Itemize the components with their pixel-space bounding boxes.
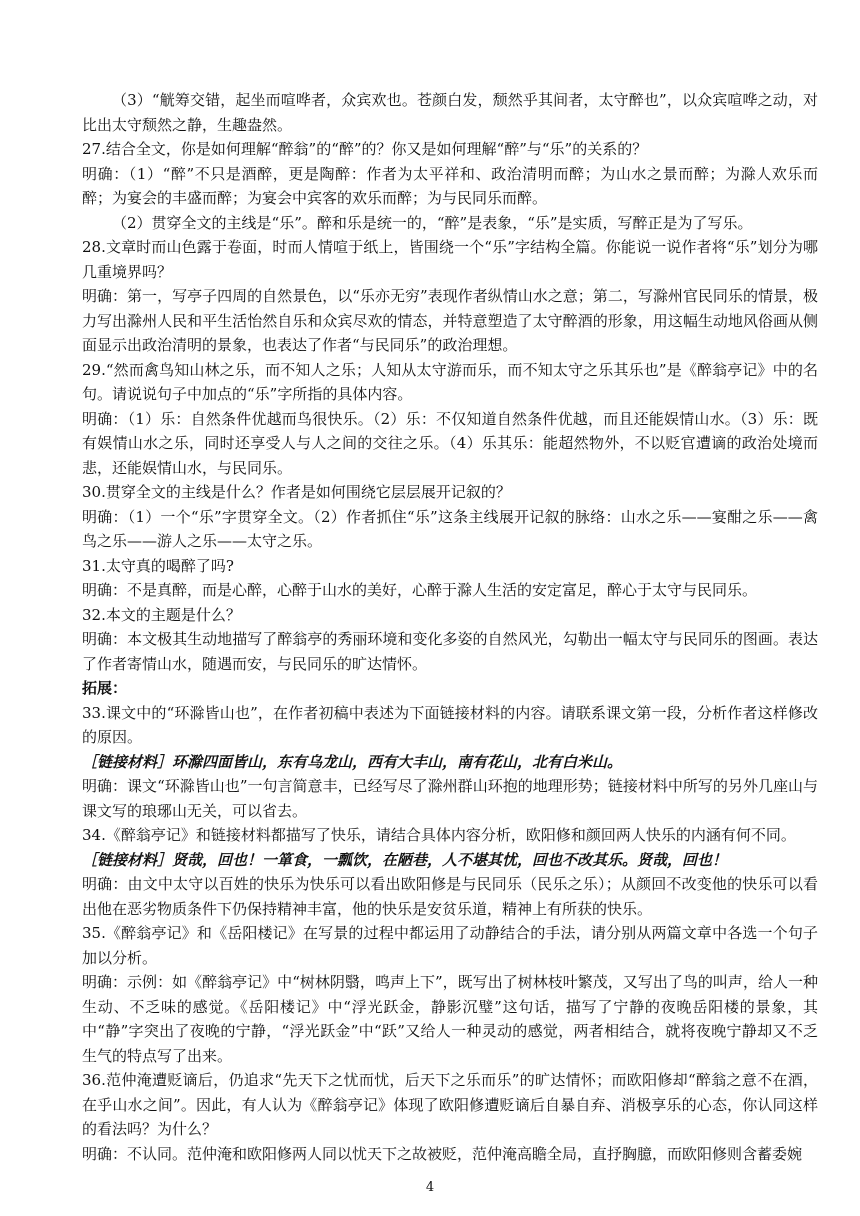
linked-material-34: ［链接材料］贤哉，回也！一箪食，一瓢饮，在陋巷，人不堪其忧，回也不改其乐。贤哉，回也！ xyxy=(82,850,728,869)
question-36: 36.范仲淹遭贬谪后，仍追求“先天下之忧而忧，后天下之乐而乐”的旷达情怀；而欧阳修却“醉翁之意不在酒，在乎山水之间”。因此，有人认为《醉翁亭记》体现了欧阳修遭贬谪后自暴自弃、消极享乐的心态，你认同这样的看法吗？为什么？ xyxy=(82,1071,818,1138)
question-29: 29.“然而禽鸟知山林之乐，而不知人之乐；人知从太守游而乐，而不知太守之乐其乐也”是《醉翁亭记》中的名句。请说说句子中加点的“乐”字所指的具体内容。 xyxy=(82,360,818,403)
page-number: 4 xyxy=(425,1180,435,1195)
answer-29: 明确：（1）乐：自然条件优越而鸟很快乐。（2）乐：不仅知道自然条件优越，而且还能娱情山水。（3）乐：既有娱情山水之乐，同时还享受人与人之间的交往之乐。（4）乐其乐：能超然物外，不以贬官遭谪的政治处境而悲，还能娱情山水，与民同乐。 xyxy=(82,409,818,477)
question-32: 32.本文的主题是什么？ xyxy=(82,605,241,624)
question-28: 28.文章时而山色露于卷面，时而人情喧于纸上，皆围绕一个“乐”字结构全篇。你能说一说作者将“乐”划分为哪几重境界吗？ xyxy=(82,238,818,281)
linked-material-33: ［链接材料］环滁四面皆山，东有乌龙山，西有大丰山，南有花山，北有白米山。 xyxy=(82,752,623,771)
question-34: 34.《醉翁亭记》和链接材料都描写了快乐，请结合具体内容分析，欧阳修和颜回两人快乐的内涵有何不同。 xyxy=(82,826,796,844)
answer-28: 明确：第一，写亭子四周的自然景色，以“乐亦无穷”表现作者纵情山水之意；第二，写滁州官民同乐的情景，极力写出滁州人民和平生活怡然自乐和众宾尽欢的情态，并特意塑造了太守醉酒的形象，用这幅生动地风俗画从侧面显示出政治清明的景象，也表达了作者“与民同乐”的政治理想。 xyxy=(82,287,818,354)
answer-33: 明确：课文“环滁皆山也”一句言简意丰，已经写尽了滁州群山环抱的地理形势；链接材料中所写的另外几座山与课文写的琅琊山无关，可以省去。 xyxy=(82,777,818,820)
extension-heading: 拓展： xyxy=(82,679,128,697)
question-31: 31.太守真的喝醉了吗? xyxy=(82,556,234,575)
paragraph-answer-3: （3）“觥筹交错，起坐而喧哗者，众宾欢也。苍颜白发，颓然乎其间者，太守醉也”，以众宾喧哗之动，对比出太守颓然之静，生趣盎然。 xyxy=(82,91,818,134)
answer-35: 明确：示例：如《醉翁亭记》中“树林阴翳，鸣声上下”，既写出了树林枝叶繁茂，又写出了鸟的叫声，给人一种生动、不乏味的感觉。《岳阳楼记》中“浮光跃金，静影沉璧”这句话，描写了宁静的夜晚岳阳楼的景象，其中“静”字突出了夜晚的宁静，“浮光跃金”中“跃”又给人一种灵动的感觉，两者相结合，就将夜晚宁静却又不乏生气的特点写了出来。 xyxy=(82,973,818,1065)
answer-30: 明确：（1）一个“乐”字贯穿全文。（2）作者抓住“乐”这条主线展开记叙的脉络：山水之乐——宴酣之乐——禽鸟之乐——游人之乐——太守之乐。 xyxy=(82,507,818,550)
question-27: 27.结合全文，你是如何理解“醉翁”的“醉”的？你又是如何理解“醉”与“乐”的关系的？ xyxy=(82,140,648,158)
answer-27-part-2: （2）贯穿全文的主线是“乐”。醉和乐是统一的，“醉”是表象，“乐”是实质，写醉正是为了写乐。 xyxy=(112,213,753,232)
answer-34: 明确：由文中太守以百姓的快乐为快乐可以看出欧阳修是与民同乐（民乐之乐）；从颜回不改变他的快乐可以看出他在恶劣物质条件下仍保持精神丰富，他的快乐是安贫乐道，精神上有所获的快乐。 xyxy=(82,875,818,918)
question-35: 35.《醉翁亭记》和《岳阳楼记》在写景的过程中都运用了动静结合的手法，请分别从两篇文章中各选一个句子加以分析。 xyxy=(82,924,818,967)
question-30: 30.贯穿全文的主线是什么？作者是如何围绕它层层展开记叙的？ xyxy=(82,483,511,501)
answer-27-part-1: 明确：（1）“醉”不只是酒醉，更是陶醉：作者为太平祥和、政治清明而醉；为山水之景而醉；为滁人欢乐而醉；为宴会的丰盛而醉；为宴会中宾客的欢乐而醉；为与民同乐而醉。 xyxy=(82,164,818,207)
answer-32: 明确：本文极其生动地描写了醉翁亭的秀丽环境和变化多姿的自然风光，勾勒出一幅太守与民同乐的图画。表达了作者寄情山水，随遇而安，与民同乐的旷达情怀。 xyxy=(82,630,818,673)
answer-31: 明确：不是真醉，而是心醉，心醉于山水的美好，心醉于滁人生活的安定富足，醉心于太守与民同乐。 xyxy=(82,581,758,599)
answer-36: 明确：不认同。范仲淹和欧阳修两人同以忧天下之故被贬，范仲淹高瞻全局，直抒胸臆，而欧阳修则含蓄委婉 xyxy=(82,1144,803,1163)
question-33: 33.课文中的“环滁皆山也”，在作者初稿中表述为下面链接材料的内容。请联系课文第一段，分析作者这样修改的原因。 xyxy=(82,703,818,746)
